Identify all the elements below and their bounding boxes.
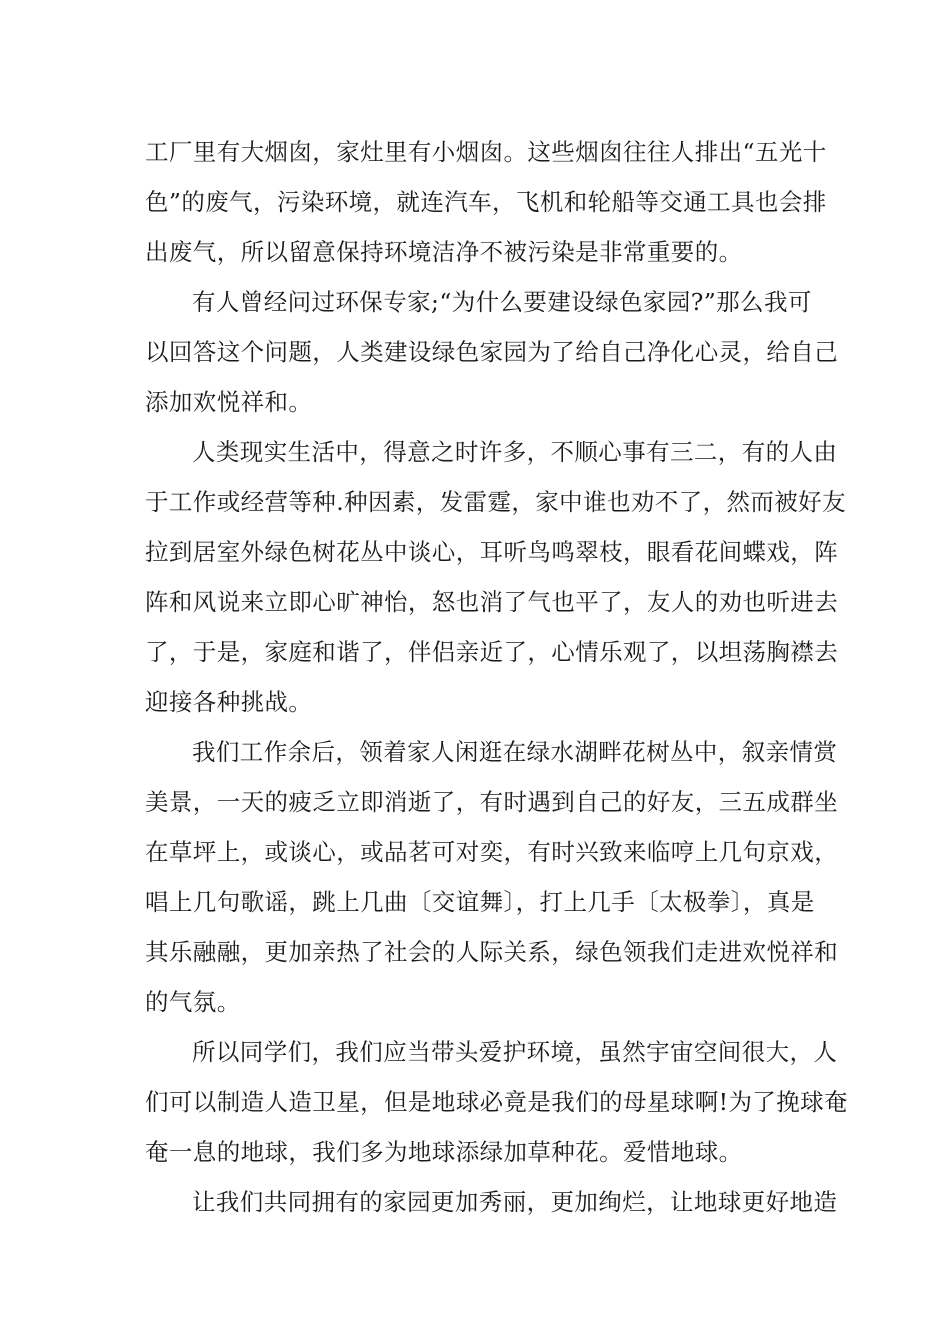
text-line: 的气氛。 [145, 988, 241, 1016]
text-line: 我们工作余后，领着家人闲逛在绿水湖畔花树丛中，叙亲情赏 [192, 738, 838, 766]
text-line: 拉到居室外绿色树花丛中谈心，耳听鸟鸣翠枝，眼看花间蝶戏，阵 [145, 538, 839, 566]
text-line: 在草坪上，或谈心，或品茗可对奕，有时兴致来临哼上几句京戏， [145, 838, 839, 866]
text-line: 工厂里有大烟囱，家灶里有小烟囱。这些烟囱往往人排出“五光十 [145, 138, 827, 166]
text-line: 以回答这个问题，人类建设绿色家园为了给自己净化心灵，给自己 [145, 338, 839, 366]
paragraph-6 [145, 1177, 838, 1227]
text-line: 添加欢悦祥和。 [145, 388, 313, 416]
paragraph-2 [145, 277, 839, 427]
paragraph-5 [145, 1027, 848, 1177]
text-line: 阵和风说来立即心旷神怡，怒也消了气也平了，友人的劝也听进去 [145, 588, 839, 616]
text-line: 所以同学们，我们应当带头爱护环境，虽然宇宙空间很大，人 [192, 1038, 838, 1066]
paragraph-4 [145, 727, 839, 1027]
text-line: 其乐融融，更加亲热了社会的人际关系，绿色领我们走进欢悦祥和 [145, 938, 839, 966]
text-line: 们可以制造人造卫星，但是地球必竟是我们的母星球啊!为了挽球奄 [145, 1088, 848, 1116]
text-line: 出废气，所以留意保持环境洁净不被污染是非常重要的。 [145, 238, 743, 266]
paragraph-1 [145, 127, 827, 277]
text-line: 唱上几句歌谣，跳上几曲〔交谊舞〕，打上几手〔太极拳〕，真是 [145, 888, 815, 916]
text-line: 奄一息的地球，我们多为地球添绿加草种花。爱惜地球。 [145, 1138, 743, 1166]
document-body [145, 127, 848, 1227]
text-line: 色”的废气，污染环境，就连汽车，飞机和轮船等交通工具也会排 [145, 188, 827, 216]
text-line: 人类现实生活中，得意之时许多，不顺心事有三二，有的人由 [192, 438, 838, 466]
text-line: 迎接各种挑战。 [145, 688, 313, 716]
text-line: 有人曾经问过环保专家;“为什么要建设绿色家园?”那么我可 [192, 288, 812, 316]
text-line: 美景，一天的疲乏立即消逝了，有时遇到自己的好友，三五成群坐 [145, 788, 839, 816]
text-line: 让我们共同拥有的家园更加秀丽，更加绚烂，让地球更好地造 [192, 1188, 838, 1216]
text-line: 了，于是，家庭和谐了，伴侣亲近了，心情乐观了，以坦荡胸襟去 [145, 638, 839, 666]
text-line: 于工作或经营等种.种因素，发雷霆，家中谁也劝不了，然而被好友 [145, 488, 846, 516]
paragraph-3 [145, 427, 846, 727]
